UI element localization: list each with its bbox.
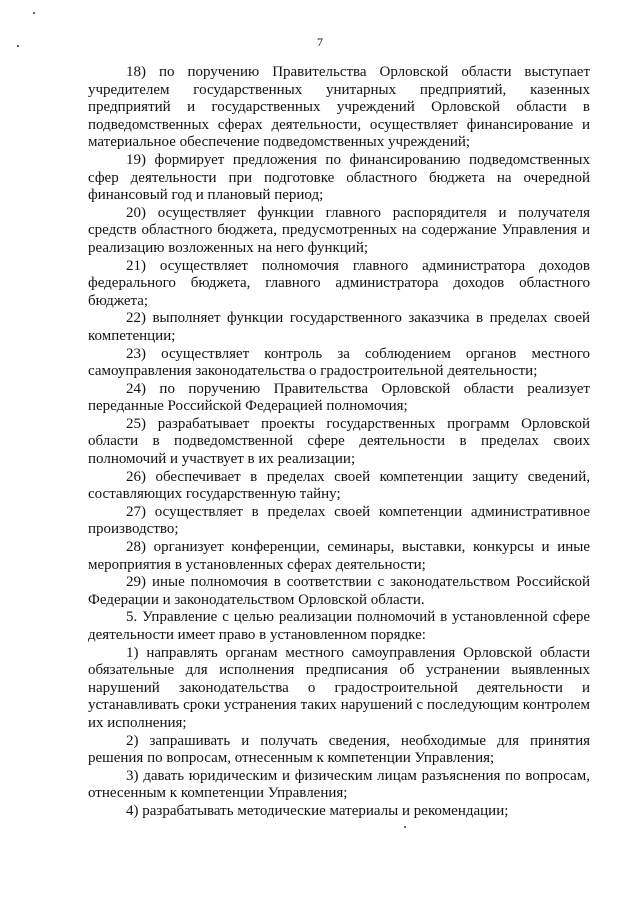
paragraph: 4) разрабатывать методические материалы и рекомендации; bbox=[126, 802, 509, 819]
paragraph: 29) иные полномочия в соответствии с законодательством Российской Федерации и законодательством Орловской области. bbox=[88, 574, 590, 608]
paragraph: 24) по поручению Правительства Орловской области реализует переданные Российской Федерацией полномочия; bbox=[88, 380, 590, 415]
paragraph: 27) осуществляет в пределах своей компетенции административное производство; bbox=[88, 503, 590, 538]
paragraph: 22) выполняет функции государственного заказчика в пределах своей компетенции; bbox=[88, 310, 590, 344]
document-body bbox=[88, 64, 590, 821]
paragraph: 26) обеспечивает в пределах своей компетенции защиту сведений, составляющих государственную тайну; bbox=[88, 468, 590, 503]
paragraph: 3) давать юридическим и физическим лицам разъяснения по вопросам, отнесенным к компетенции Управления; bbox=[88, 767, 590, 802]
paragraph: 1) направлять органам местного самоуправления Орловской области обязательные для исполнения предписания об устранении выявленных нарушений законодательства о градостроительной деятельности и устанавливать сроки устранения таких нарушений с последующим контролем их исполнения; bbox=[88, 644, 590, 731]
scan-speck bbox=[33, 12, 35, 14]
paragraph: 20) осуществляет функции главного распорядителя и получателя средств областного бюджета, предусмотренных на содержание Управления и реализацию возложенных на него функций; bbox=[88, 204, 590, 256]
paragraph: 2) запрашивать и получать сведения, необходимые для принятия решения по вопросам, отнесенным к компетенции Управления; bbox=[88, 732, 590, 767]
page-number: 7 bbox=[317, 35, 323, 49]
paragraph: 19) формирует предложения по финансированию подведомственных сфер деятельности при подготовке областного бюджета на очередной финансовый год и плановый период; bbox=[88, 151, 590, 204]
paragraph: 23) осуществляет контроль за соблюдением органов местного самоуправления законодательства о градостроительной деятельности; bbox=[88, 345, 590, 380]
paragraph: 5. Управление с целью реализации полномочий в установленной сфере деятельности имеет право в установленном порядке: bbox=[88, 609, 590, 643]
paragraph: 18) по поручению Правительства Орловской области выступает учредителем государственных унитарных предприятий, казенных предприятий и государственных учреждений Орловской области в подведомственных сферах деятельности, осуществляет финансирование и материальное обеспечение подведомственных учреждений; bbox=[88, 64, 590, 151]
paragraph: 28) организует конференции, семинары, выставки, конкурсы и иные мероприятия в установленных сферах деятельности; bbox=[88, 539, 590, 573]
paragraph: 25) разрабатывает проекты государственных программ Орловской области в подведомственной сфере деятельности в пределах своих полномочий и участвует в их реализации; bbox=[88, 415, 590, 468]
paragraph: 21) осуществляет полномочия главного администратора доходов федерального бюджета, главного администратора доходов областного бюджета; bbox=[88, 257, 590, 309]
scan-speck bbox=[404, 826, 406, 828]
